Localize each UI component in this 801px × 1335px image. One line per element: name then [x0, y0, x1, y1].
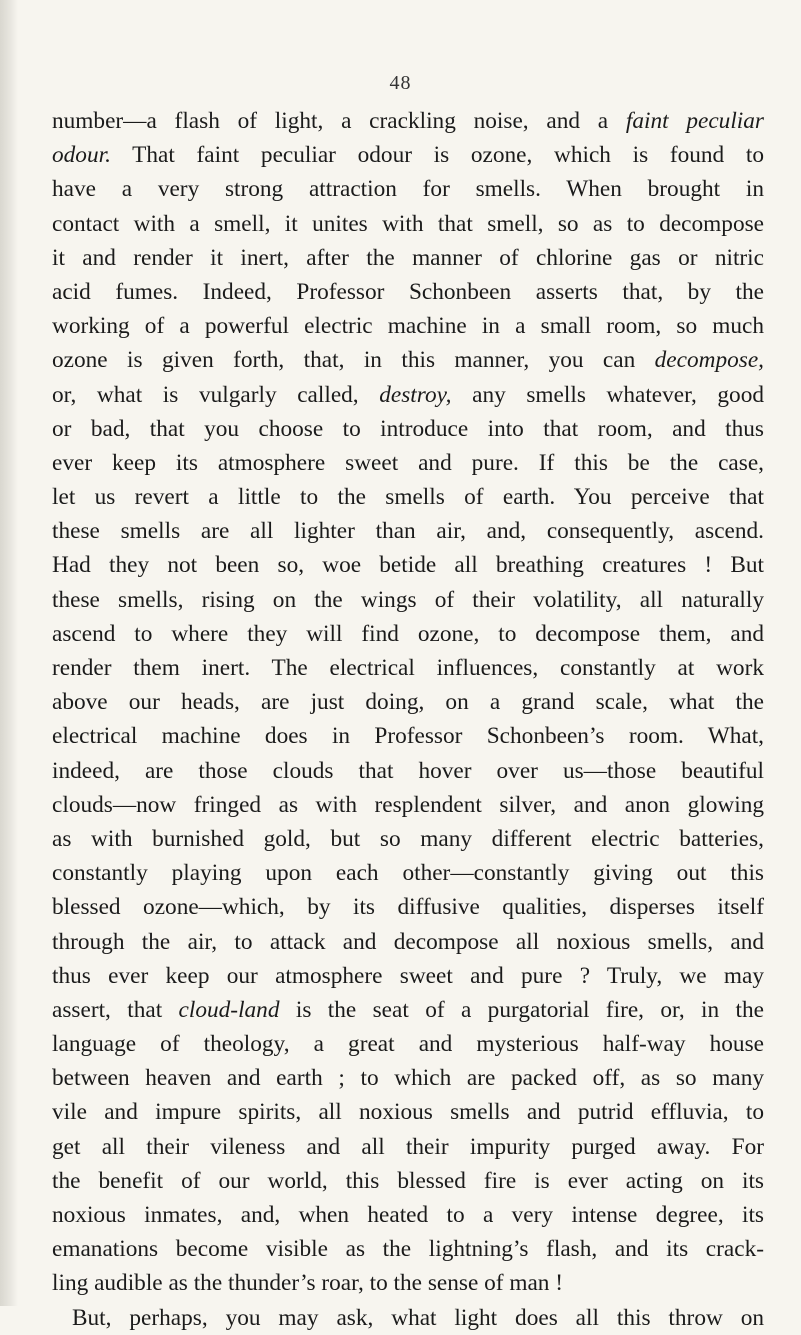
- text-segment: any smells whatever, good: [451, 381, 764, 408]
- text-segment: these smells, rising on the wings of their volatility, all naturally: [52, 586, 764, 613]
- text-line: [52, 309, 764, 343]
- italic-text: decompose,: [654, 347, 764, 374]
- text-segment: assert, that: [52, 996, 179, 1023]
- text-line: [52, 446, 764, 480]
- text-line: [52, 583, 764, 617]
- text-line: [52, 412, 764, 446]
- text-segment: between heaven and earth ; to which are packed off, as so many: [52, 1065, 764, 1092]
- text-segment: clouds—now fringed as with resplendent silver, and anon glowing: [52, 791, 764, 818]
- text-line: [52, 822, 764, 856]
- text-line: [52, 1061, 764, 1095]
- text-segment: as with burnished gold, but so many different electric batteries,: [52, 825, 764, 852]
- text-segment: ever keep its atmosphere sweet and pure. If this be the case,: [52, 449, 764, 476]
- text-line: [52, 1027, 764, 1061]
- text-line: [52, 275, 764, 309]
- italic-text: faint peculiar: [625, 108, 764, 134]
- text-segment: it and render it inert, after the manner of chlorine gas or nitric: [52, 244, 764, 271]
- page-binding-edge: [0, 0, 18, 1306]
- text-segment: or bad, that you choose to introduce into that room, and thus: [52, 415, 764, 442]
- text-segment: blessed ozone—which, by its diffusive qualities, disperses itself: [52, 894, 764, 921]
- text-line: [52, 138, 764, 172]
- italic-text: destroy,: [379, 381, 452, 408]
- text-segment: thus ever keep our atmosphere sweet and pure ? Truly, we may: [52, 962, 764, 989]
- text-segment: is the seat of a purgatorial fire, or, in the: [279, 996, 764, 1023]
- text-line: [52, 890, 764, 924]
- text-segment: number—a flash of light, a crackling noise, and a: [52, 108, 626, 134]
- text-line: [52, 685, 764, 719]
- text-segment: through the air, to attack and decompose all noxious smells, and: [52, 928, 764, 955]
- text-segment: Had they not been so, woe betide all breathing creatures ! But: [52, 552, 764, 579]
- italic-text: odour.: [52, 142, 111, 169]
- text-segment: electrical machine does in Professor Schonbeen’s room. What,: [52, 723, 764, 750]
- text-segment: get all their vileness and all their impurity purged away. For: [52, 1133, 764, 1160]
- text-line: [52, 343, 764, 377]
- text-line: [52, 959, 764, 993]
- text-segment: ling audible as the thunder’s roar, to the sense of man !: [52, 1270, 564, 1297]
- body-text: [52, 104, 764, 1335]
- text-segment: the benefit of our world, this blessed fire is ever acting on its: [52, 1167, 764, 1194]
- text-segment: constantly playing upon each other—constantly giving out this: [52, 860, 764, 887]
- text-line: [52, 241, 764, 275]
- text-line: [52, 207, 764, 241]
- text-line: [52, 719, 764, 753]
- text-segment: noxious inmates, and, when heated to a very intense degree, its: [52, 1202, 764, 1228]
- text-segment: That faint peculiar odour is ozone, which is found to: [110, 142, 764, 169]
- text-line: [52, 1130, 764, 1164]
- text-line: [52, 1164, 764, 1198]
- text-segment: render them inert. The electrical influences, constantly at work: [52, 655, 764, 681]
- text-line: [52, 1266, 764, 1300]
- text-line: [52, 788, 764, 822]
- text-line: [52, 1232, 764, 1266]
- text-line: [52, 514, 764, 548]
- text-line: [52, 993, 764, 1027]
- text-line: [52, 754, 764, 788]
- text-line: [52, 172, 764, 206]
- text-segment: these smells are all lighter than air, and, consequently, ascend.: [52, 518, 764, 545]
- text-segment: ascend to where they will find ozone, to decompose them, and: [52, 620, 764, 647]
- text-segment: above our heads, are just doing, on a grand scale, what the: [52, 689, 764, 716]
- text-segment: working of a powerful electric machine in a small room, so much: [52, 313, 764, 340]
- text-line: [52, 617, 764, 651]
- text-line: [52, 651, 764, 685]
- text-line: [52, 548, 764, 582]
- text-line: [52, 480, 764, 514]
- text-segment: have a very strong attraction for smells. When brought in: [52, 176, 764, 203]
- text-segment: language of theology, a great and mysterious half-way house: [52, 1031, 764, 1058]
- text-segment: vile and impure spirits, all noxious smells and putrid effluvia, to: [52, 1099, 764, 1126]
- text-line: [52, 1095, 764, 1129]
- text-segment: emanations become visible as the lightning’s flash, and its crack-: [52, 1236, 764, 1263]
- text-line: [52, 1198, 764, 1232]
- text-line: [52, 925, 764, 959]
- text-line: [52, 378, 764, 412]
- text-segment: acid fumes. Indeed, Professor Schonbeen asserts that, by the: [52, 278, 764, 305]
- page-number: 48: [389, 72, 412, 94]
- text-segment: contact with a smell, it unites with that smell, so as to decompose: [52, 210, 764, 237]
- text-line: [52, 856, 764, 890]
- text-line: [52, 104, 764, 138]
- italic-text: cloud-land: [178, 996, 280, 1023]
- text-segment: ozone is given forth, that, in this manner, you can: [52, 347, 655, 374]
- text-segment: indeed, are those clouds that hover over us—those beautiful: [52, 757, 764, 784]
- text-segment: or, what is vulgarly called,: [52, 381, 380, 408]
- text-segment: let us revert a little to the smells of earth. You perceive that: [52, 484, 764, 511]
- text-segment: But, perhaps, you may ask, what light does all this throw on: [72, 1304, 764, 1331]
